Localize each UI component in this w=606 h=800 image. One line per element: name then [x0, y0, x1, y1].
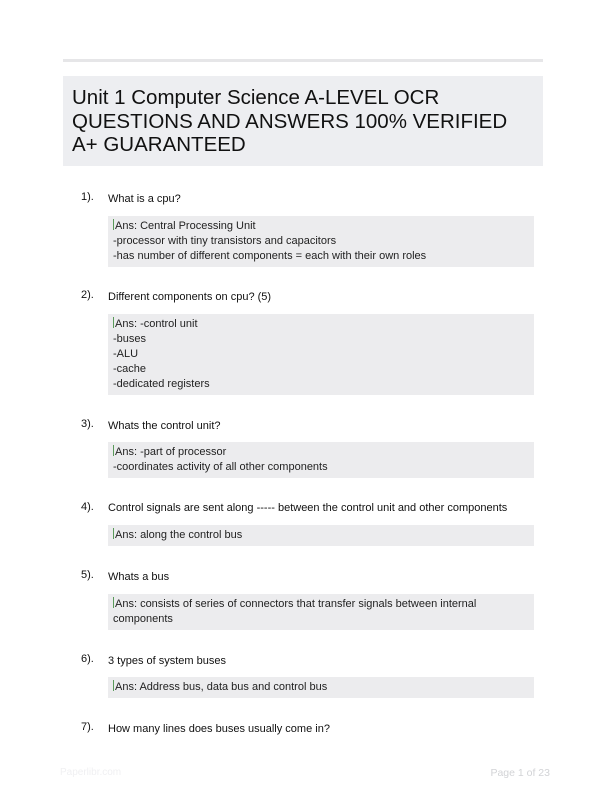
text-cursor-mark [113, 528, 114, 539]
answer-box-1 [108, 216, 534, 267]
question-number: 7). [81, 721, 94, 733]
answer-box-6 [108, 677, 534, 698]
answer-line: -ALU [113, 348, 139, 360]
question-text: Control signals are sent along ----- between the control unit and other components [108, 502, 508, 514]
document-title-banner [63, 76, 543, 166]
question-text: 3 types of system buses [108, 655, 226, 667]
question-text: What is a cpu? [108, 193, 181, 205]
answer-line: Ans: consists of series of connectors that transfer signals between internal components [113, 598, 477, 625]
answer-box-5 [108, 594, 534, 630]
answer-line: Ans: Address bus, data bus and control bus [115, 681, 328, 693]
answer-line: -buses [113, 333, 147, 345]
answer-line: Ans: along the control bus [115, 529, 243, 541]
question-number: 4). [81, 501, 94, 513]
answer-line: -has number of different components = each with their own roles [113, 250, 427, 262]
text-cursor-mark [113, 680, 114, 691]
page-number: Page 1 of 23 [490, 767, 550, 779]
question-text: Whats the control unit? [108, 420, 221, 432]
answer-line: Ans: Central Processing Unit [115, 220, 256, 232]
question-number: 1). [81, 191, 94, 203]
answer-line: -coordinates activity of all other components [113, 461, 328, 473]
text-cursor-mark [113, 317, 114, 328]
question-text: How many lines does buses usually come in? [108, 723, 330, 735]
answer-line: -dedicated registers [113, 378, 210, 390]
answer-box-3 [108, 442, 534, 478]
question-text: Different components on cpu? (5) [108, 291, 272, 303]
answer-line: Ans: -control unit [115, 318, 198, 330]
question-number: 2). [81, 289, 94, 301]
answer-line: -cache [113, 363, 147, 375]
text-cursor-mark [113, 597, 114, 608]
answer-box-2 [108, 314, 534, 395]
top-divider [63, 59, 543, 62]
text-cursor-mark [113, 219, 114, 230]
text-cursor-mark [113, 445, 114, 456]
question-text: Whats a bus [108, 571, 170, 583]
question-number: 3). [81, 418, 94, 430]
question-number: 5). [81, 569, 94, 581]
answer-box-4 [108, 525, 534, 546]
footer-watermark: Paperlibr.com [60, 767, 122, 778]
question-number: 6). [81, 653, 94, 665]
answer-line: Ans: -part of processor [115, 446, 227, 458]
answer-line: -processor with tiny transistors and capacitors [113, 235, 337, 247]
document-title: Unit 1 Computer Science A-LEVEL OCR QUESTIONS AND ANSWERS 100% VERIFIED A+ GUARANTEED [72, 86, 508, 156]
